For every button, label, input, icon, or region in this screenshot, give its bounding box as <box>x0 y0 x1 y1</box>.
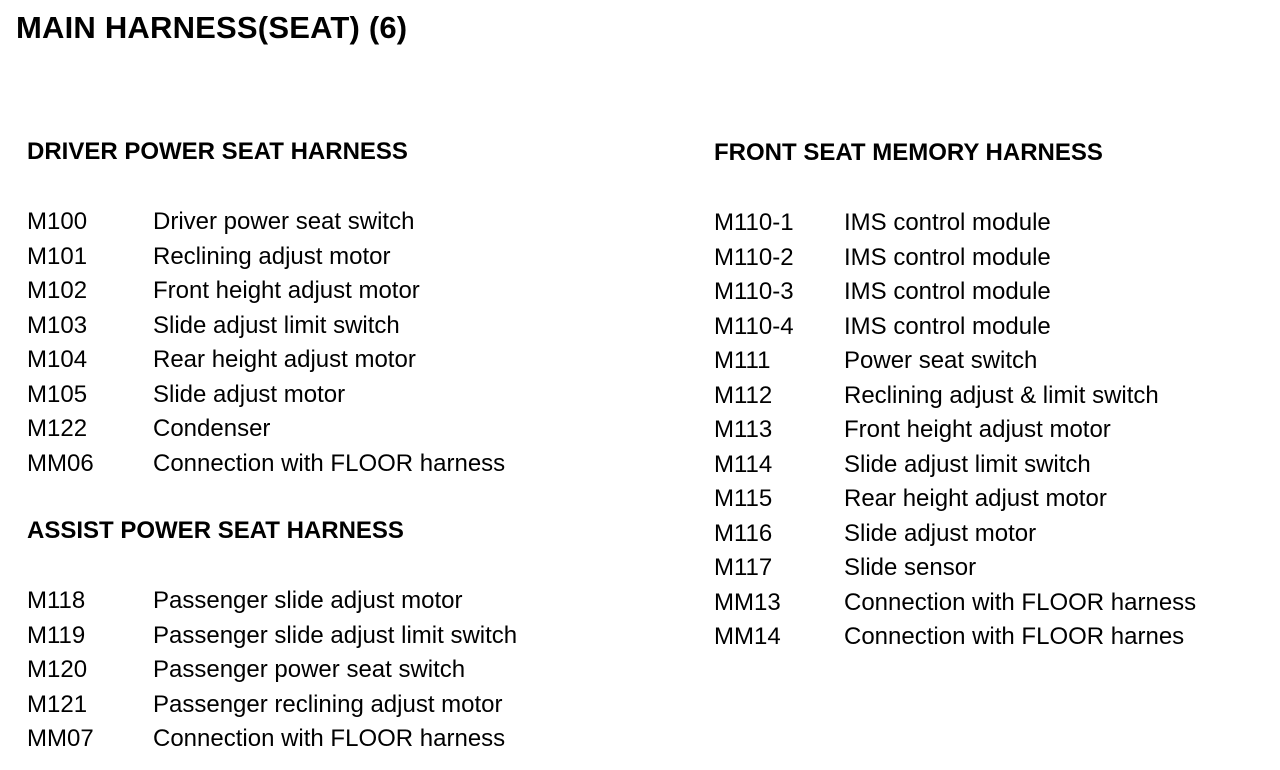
connector-row <box>714 275 1196 310</box>
connector-row <box>714 310 1196 345</box>
connector-code: M113 <box>714 416 773 443</box>
connector-description: Front height adjust motor <box>844 416 1111 443</box>
connector-row <box>27 447 505 482</box>
connector-description: Slide sensor <box>844 554 977 581</box>
assist-power-seat-section <box>27 516 517 757</box>
driver-power-seat-section <box>27 137 505 481</box>
section-heading: ASSIST POWER SEAT HARNESS <box>27 517 404 544</box>
connector-code: M111 <box>714 347 771 374</box>
connector-row <box>27 240 505 275</box>
connector-row <box>27 274 505 309</box>
connector-row <box>714 586 1196 621</box>
connector-code: M116 <box>714 519 773 547</box>
connector-row <box>27 412 505 447</box>
connector-code: MM14 <box>714 623 781 650</box>
connector-row <box>27 722 517 757</box>
connector-description: Connection with FLOOR harness <box>844 588 1197 616</box>
connector-code: M110-4 <box>714 312 794 340</box>
connector-code: M115 <box>714 485 773 512</box>
connector-description: IMS control module <box>844 243 1051 271</box>
connector-row <box>714 551 1196 586</box>
connector-description: Reclining adjust & limit switch <box>844 381 1159 409</box>
connector-list <box>27 205 505 481</box>
connector-row <box>714 482 1196 517</box>
connector-description: Reclining adjust motor <box>153 242 391 270</box>
connector-code: MM13 <box>714 588 781 616</box>
connector-description: Power seat switch <box>844 347 1038 374</box>
connector-code: M100 <box>27 208 88 235</box>
connector-description: Passenger reclining adjust motor <box>153 690 503 718</box>
connector-code: M112 <box>714 381 773 409</box>
connector-row <box>714 206 1196 241</box>
connector-description: Slide adjust motor <box>153 380 346 408</box>
connector-list <box>714 206 1196 655</box>
connector-code: M110-2 <box>714 243 794 271</box>
connector-description: Rear height adjust motor <box>153 346 416 373</box>
connector-description: Rear height adjust motor <box>844 485 1107 512</box>
section-heading: FRONT SEAT MEMORY HARNESS <box>714 139 1103 166</box>
connector-description: Front height adjust motor <box>153 277 420 304</box>
connector-row <box>27 343 505 378</box>
connector-row <box>27 584 517 619</box>
connector-description: IMS control module <box>844 312 1051 340</box>
connector-row <box>27 378 505 413</box>
connector-description: Passenger slide adjust limit switch <box>153 621 518 649</box>
connector-row <box>714 413 1196 448</box>
connector-description: Driver power seat switch <box>153 208 415 235</box>
connector-code: M114 <box>714 450 773 478</box>
connector-description: Slide adjust motor <box>844 519 1037 547</box>
section-heading: DRIVER POWER SEAT HARNESS <box>27 138 408 165</box>
connector-code: MM06 <box>27 449 94 477</box>
connector-code: M119 <box>27 621 86 649</box>
connector-row <box>714 241 1196 276</box>
front-seat-memory-section <box>714 138 1196 655</box>
connector-description: IMS control module <box>844 278 1051 305</box>
connector-row <box>27 619 517 654</box>
connector-code: M110-3 <box>714 278 794 305</box>
connector-row <box>27 653 517 688</box>
connector-code: M103 <box>27 311 88 339</box>
connector-description: Connection with FLOOR harness <box>153 725 506 752</box>
connector-description: Condenser <box>153 415 271 442</box>
connector-row <box>27 688 517 723</box>
connector-description: Connection with FLOOR harnes <box>844 623 1185 650</box>
connector-code: M121 <box>27 690 88 718</box>
connector-code: M105 <box>27 380 88 408</box>
connector-code: MM07 <box>27 725 94 752</box>
connector-row <box>714 344 1196 379</box>
connector-description: Passenger power seat switch <box>153 656 466 683</box>
connector-list <box>27 584 517 757</box>
connector-code: M118 <box>27 587 86 614</box>
connector-row <box>27 205 505 240</box>
connector-code: M122 <box>27 415 88 442</box>
connector-description: Passenger slide adjust motor <box>153 587 463 614</box>
connector-row <box>714 379 1196 414</box>
connector-row <box>714 517 1196 552</box>
connector-code: M117 <box>714 554 773 581</box>
connector-row <box>27 309 505 344</box>
connector-code: M110-1 <box>714 209 794 236</box>
connector-code: M120 <box>27 656 88 683</box>
connector-description: Slide adjust limit switch <box>844 450 1091 478</box>
connector-code: M102 <box>27 277 88 304</box>
connector-row <box>714 620 1196 655</box>
page-title: MAIN HARNESS(SEAT) (6) <box>16 10 408 45</box>
connector-code: M104 <box>27 346 88 373</box>
connector-description: Connection with FLOOR harness <box>153 449 506 477</box>
connector-description: IMS control module <box>844 209 1051 236</box>
connector-code: M101 <box>27 242 88 270</box>
connector-description: Slide adjust limit switch <box>153 311 400 339</box>
connector-row <box>714 448 1196 483</box>
